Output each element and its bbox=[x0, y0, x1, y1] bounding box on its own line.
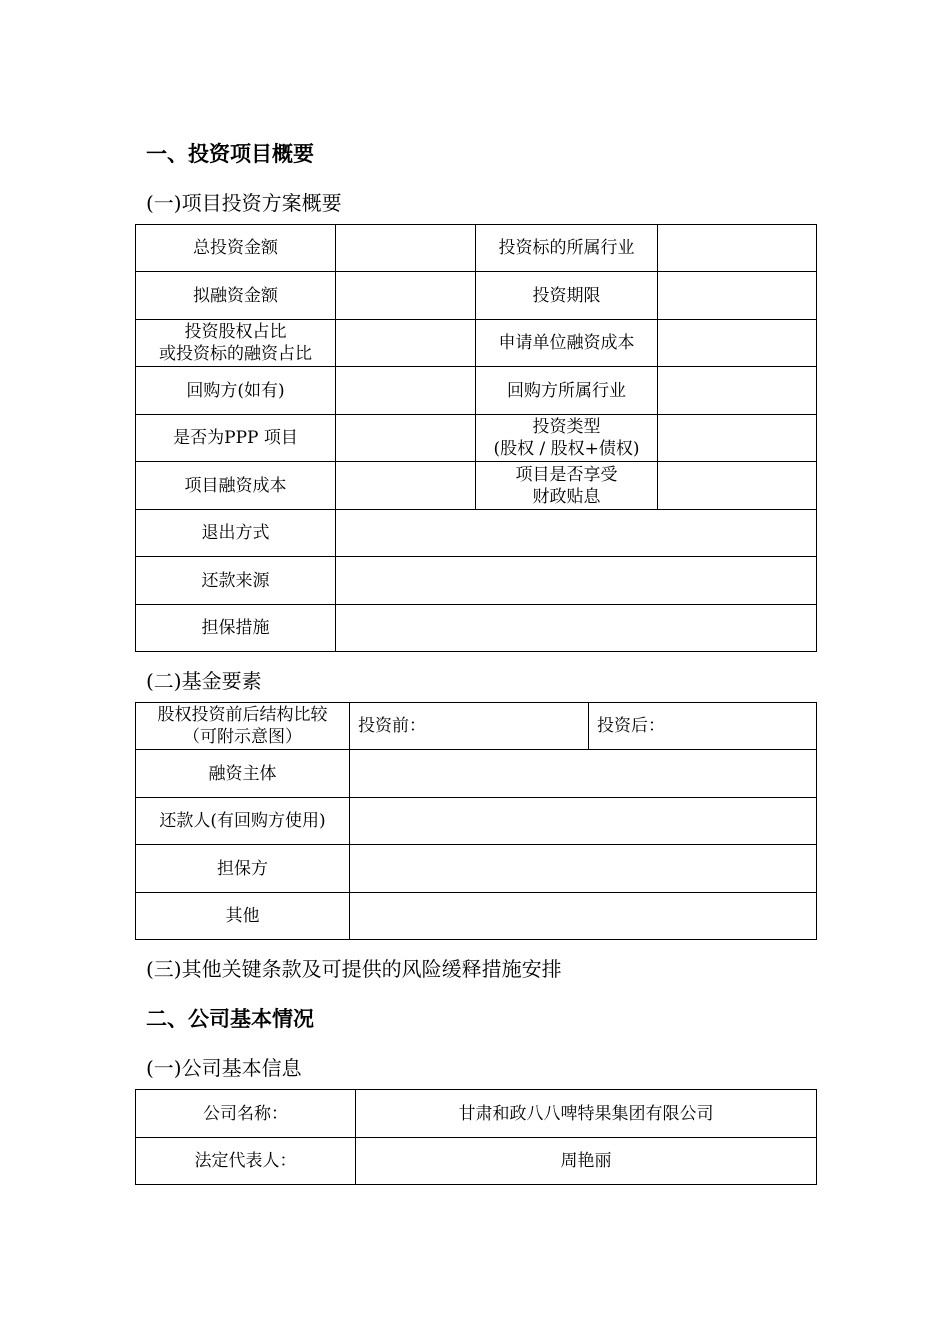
table-row bbox=[136, 703, 817, 750]
table-row bbox=[136, 367, 817, 415]
label-industry: 投资标的所属行业 bbox=[476, 225, 658, 272]
label-total-investment: 总投资金额 bbox=[136, 225, 336, 272]
label-investment-type bbox=[476, 415, 658, 462]
fund-elements-table bbox=[135, 702, 817, 940]
value-repayer[interactable] bbox=[350, 798, 817, 845]
section-2-title: 二、公司基本情况 bbox=[146, 1007, 314, 1031]
label-applicant-cost: 申请单位融资成本 bbox=[476, 320, 658, 367]
label-guarantee-measures: 担保措施 bbox=[136, 605, 336, 652]
subsection-2-1-title: (一)公司基本信息 bbox=[146, 1056, 302, 1080]
table-row bbox=[136, 798, 817, 845]
value-buyback-party[interactable] bbox=[336, 367, 476, 415]
value-equity-ratio[interactable] bbox=[336, 320, 476, 367]
label-company-name: 公司名称： bbox=[136, 1090, 356, 1138]
label-fiscal-subsidy-line2: 财政贴息 bbox=[532, 486, 601, 507]
value-industry[interactable] bbox=[658, 225, 817, 272]
value-repayment-source[interactable] bbox=[336, 557, 817, 605]
table-row bbox=[136, 415, 817, 462]
label-structure-comparison bbox=[136, 703, 350, 750]
value-project-cost[interactable] bbox=[336, 462, 476, 510]
value-other[interactable] bbox=[350, 893, 817, 940]
label-equity-ratio-line2: 或投资标的融资占比 bbox=[159, 344, 312, 364]
label-other: 其他 bbox=[136, 893, 350, 940]
label-buyback-industry: 回购方所属行业 bbox=[476, 367, 658, 415]
label-buyback-party: 回购方(如有) bbox=[136, 367, 336, 415]
value-financing-entity[interactable] bbox=[350, 750, 817, 798]
value-applicant-cost[interactable] bbox=[658, 320, 817, 367]
label-structure-comparison-line1: 股权投资前后结构比较 bbox=[157, 705, 328, 725]
value-company-name[interactable]: 甘肃和政八八啤特果集团有限公司 bbox=[356, 1090, 817, 1138]
label-investment-term: 投资期限 bbox=[476, 272, 658, 320]
section-1-title: 一、投资项目概要 bbox=[146, 142, 314, 166]
value-exit-method[interactable] bbox=[336, 510, 817, 557]
value-legal-representative[interactable]: 周艳丽 bbox=[356, 1138, 817, 1185]
label-investment-type-line1: 投资类型 bbox=[532, 417, 601, 437]
subsection-1-1-title: (一)项目投资方案概要 bbox=[146, 191, 342, 215]
value-buyback-industry[interactable] bbox=[658, 367, 817, 415]
value-total-investment[interactable] bbox=[336, 225, 476, 272]
value-investment-type[interactable] bbox=[658, 415, 817, 462]
table-row bbox=[136, 1090, 817, 1138]
table-row bbox=[136, 462, 817, 510]
value-fiscal-subsidy[interactable] bbox=[658, 462, 817, 510]
label-repayer: 还款人(有回购方使用) bbox=[136, 798, 350, 845]
table-row bbox=[136, 750, 817, 798]
table-row bbox=[136, 1138, 817, 1185]
subsection-1-3-title: (三)其他关键条款及可提供的风险缓释措施安排 bbox=[146, 957, 562, 981]
label-exit-method: 退出方式 bbox=[136, 510, 336, 557]
table-row bbox=[136, 845, 817, 893]
label-financing-amount: 拟融资金额 bbox=[136, 272, 336, 320]
label-repayment-source: 还款来源 bbox=[136, 557, 336, 605]
label-investment-type-line2: (股权 / 股权+债权) bbox=[493, 439, 640, 459]
label-legal-representative: 法定代表人： bbox=[136, 1138, 356, 1185]
subsection-1-2-title: (二)基金要素 bbox=[146, 669, 262, 693]
value-guarantee-measures[interactable] bbox=[336, 605, 817, 652]
label-structure-comparison-line2: （可附示意图） bbox=[183, 727, 302, 747]
value-investment-term[interactable] bbox=[658, 272, 817, 320]
value-guarantor[interactable] bbox=[350, 845, 817, 893]
table-row bbox=[136, 893, 817, 940]
project-summary-table bbox=[135, 224, 817, 652]
label-equity-ratio bbox=[136, 320, 336, 367]
label-project-cost: 项目融资成本 bbox=[136, 462, 336, 510]
label-equity-ratio-line1: 投资股权占比 bbox=[184, 322, 287, 342]
label-guarantor: 担保方 bbox=[136, 845, 350, 893]
value-financing-amount[interactable] bbox=[336, 272, 476, 320]
label-is-ppp: 是否为PPP 项目 bbox=[136, 415, 336, 462]
table-row bbox=[136, 510, 817, 557]
label-fiscal-subsidy-line1: 项目是否享受 bbox=[515, 464, 618, 485]
table-row bbox=[136, 320, 817, 367]
label-fiscal-subsidy bbox=[476, 462, 658, 510]
table-row bbox=[136, 272, 817, 320]
company-info-table bbox=[135, 1089, 817, 1185]
label-financing-entity: 融资主体 bbox=[136, 750, 350, 798]
value-is-ppp[interactable] bbox=[336, 415, 476, 462]
table-row bbox=[136, 605, 817, 652]
before-investment-cell[interactable]: 投资前： bbox=[350, 703, 589, 750]
table-row bbox=[136, 225, 817, 272]
after-investment-cell[interactable]: 投资后： bbox=[589, 703, 817, 750]
table-row bbox=[136, 557, 817, 605]
